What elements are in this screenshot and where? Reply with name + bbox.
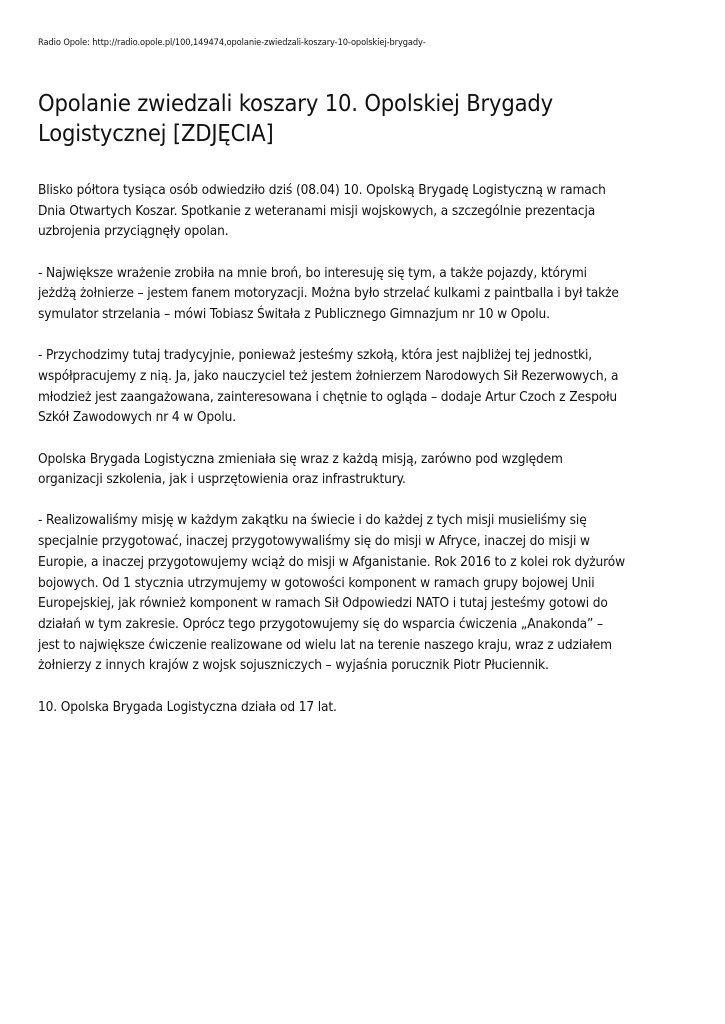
text-line: specjalnie przygotować, inaczej przygotowywaliśmy się do misji w Afryce, inaczej do misji w — [38, 533, 590, 550]
text-line: jest to największe ćwiczenie realizowane od wielu lat na terenie naszego kraju, wraz z udziałem — [38, 636, 612, 653]
paragraph-intro — [38, 180, 690, 242]
text-line: - Przychodzimy tutaj tradycyjnie, ponieważ jesteśmy szkołą, która jest najbliżej tej jednostki, — [38, 347, 593, 364]
paragraph-quote-czoch — [38, 345, 690, 428]
article-title — [38, 88, 690, 148]
text-line: uzbrojenia przyciągnęły opolan. — [38, 223, 229, 240]
text-line: jeżdżą żołnierze – jestem fanem motoryzacji. Można było strzelać kulkami z paintballa i był także — [38, 285, 619, 302]
text-line: - Największe wrażenie zrobiła na mnie broń, bo interesuję się tym, a także pojazdy, którymi — [38, 264, 587, 281]
article-title-line: Opolanie zwiedzali koszary 10. Opolskiej Brygady — [38, 89, 553, 117]
text-line: działań w tym zakresie. Oprócz tego przygotowujemy się do wsparcia ćwiczenia „Anakonda” – — [38, 615, 603, 632]
text-line: współpracujemy z nią. Ja, jako nauczyciel też jestem żołnierzem Narodowych Sił Rezerwowych, a — [38, 367, 619, 384]
text-line: bojowych. Od 1 stycznia utrzymujemy w gotowości komponent w ramach grupy bojowej Unii — [38, 574, 595, 591]
paragraph-brigade-changes — [38, 449, 690, 490]
text-line: Blisko półtora tysiąca osób odwiedziło dziś (08.04) 10. Opolską Brygadę Logistyczną w ramach — [38, 182, 606, 198]
text-line: 10. Opolska Brygada Logistyczna działa od 17 lat. — [38, 698, 337, 715]
text-line: młodzież jest zaangażowana, zainteresowana i chętnie to ogląda – dodaje Artur Czoch z Zespołu — [38, 388, 618, 405]
text-line: - Realizowaliśmy misję w każdym zakątku na świecie i do każdej z tych misji musieliśmy się — [38, 512, 587, 529]
text-line: organizacji szkolenia, jak i usprzętowienia oraz infrastruktury. — [38, 471, 406, 488]
paragraph-closing — [38, 697, 690, 718]
article-title-line: Logistycznej [ZDJĘCIA] — [38, 119, 274, 147]
paragraph-quote-switala — [38, 263, 690, 325]
text-line: Szkół Zawodowych nr 4 w Opolu. — [38, 409, 237, 426]
text-line: Opolska Brygada Logistyczna zmieniała się wraz z każdą misją, zarówno pod względem — [38, 450, 563, 467]
paragraph-quote-pluciennik — [38, 510, 690, 676]
text-line: żołnierzy z innych krajów z wojsk sojuszniczych – wyjaśnia porucznik Piotr Płuciennik. — [38, 657, 549, 674]
text-line: Dnia Otwartych Koszar. Spotkanie z weteranami misji wojskowych, a szczególnie prezentacja — [38, 202, 596, 219]
text-line: Europejskiej, jak również komponent w ramach Sił Odpowiedzi NATO i tutaj jesteśmy gotowi do — [38, 595, 608, 612]
text-line: symulator strzelania – mówi Tobiasz Świtała z Publicznego Gimnazjum nr 10 w Opolu. — [38, 306, 550, 323]
text-line: Europie, a inaczej przygotowujemy wciąż do misji w Afganistanie. Rok 2016 to z kolei rok dyżurów — [38, 553, 626, 570]
article-body — [38, 180, 690, 738]
source-url-line: Radio Opole: http://radio.opole.pl/100,149474,opolanie-zwiedzali-koszary-10-opolskiej-brygady- — [38, 37, 426, 48]
